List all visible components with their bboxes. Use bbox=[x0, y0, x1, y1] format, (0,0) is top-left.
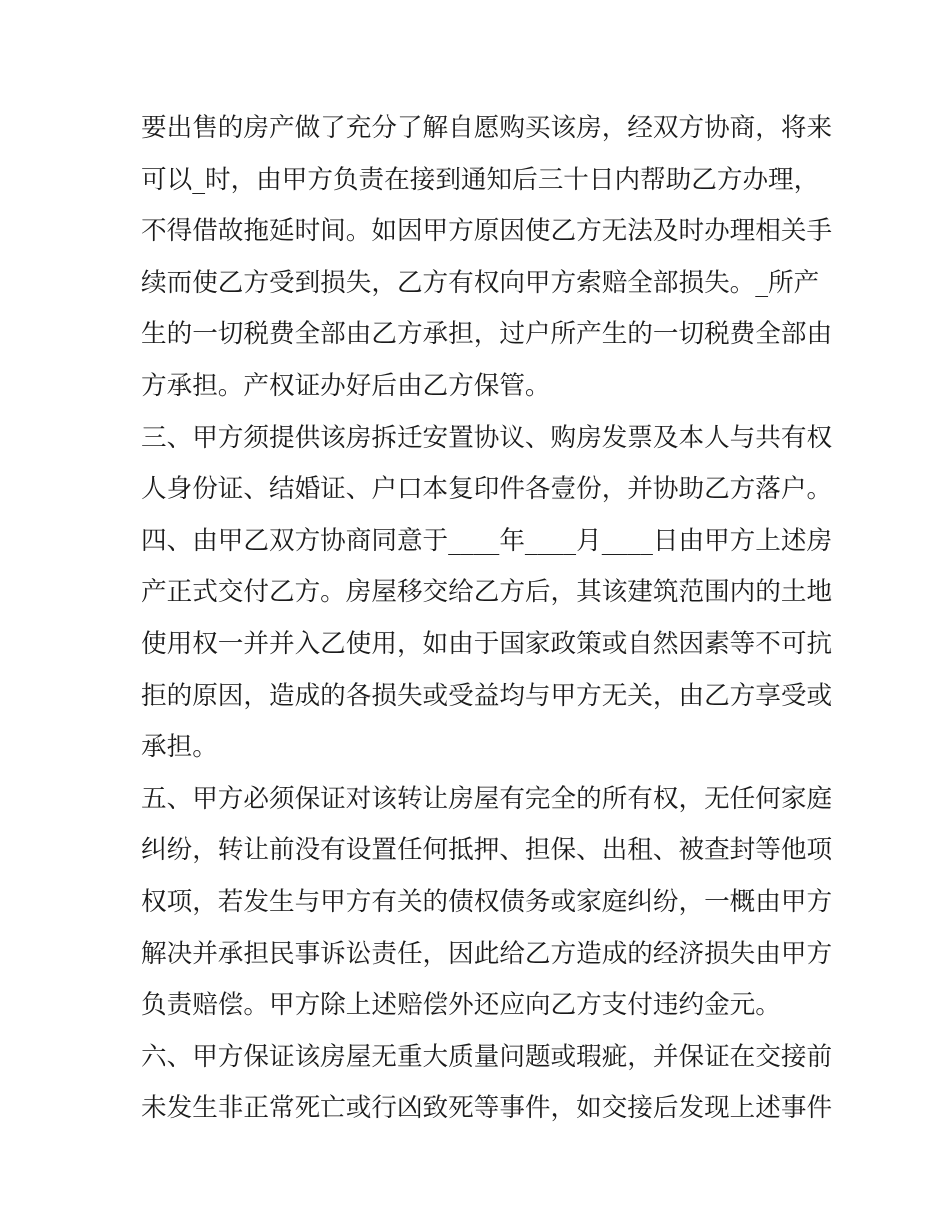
text-line: 生的一切税费全部由乙方承担，过户所产生的一切税费全部由 bbox=[141, 319, 833, 350]
text-line: 产正式交付乙方。房屋移交给乙方后，其该建筑范围内的土地 bbox=[141, 577, 833, 608]
text-line: 可以_时，由甲方负责在接到通知后三十日内帮助乙方办理， bbox=[141, 164, 820, 195]
text-line: 负责赔偿。甲方除上述赔偿外还应向乙方支付违约金元。 bbox=[141, 990, 781, 1021]
text-line: 纠纷，转让前没有设置任何抵押、担保、出租、被查封等他项 bbox=[141, 835, 833, 866]
text-line: 要出售的房产做了充分了解自愿购买该房，经双方协商，将来 bbox=[141, 113, 833, 143]
clause-three-line: 三、甲方须提供该房拆迁安置协议、购房发票及本人与共有权 bbox=[141, 422, 833, 453]
contract-text-body bbox=[141, 103, 833, 1135]
text-line: 方承担。产权证办好后由乙方保管。 bbox=[141, 370, 551, 401]
text-line: 未发生非正常死亡或行凶致死等事件，如交接后发现上述事件 bbox=[141, 1093, 833, 1124]
clause-five-line: 五、甲方必须保证对该转让房屋有完全的所有权，无任何家庭 bbox=[141, 783, 833, 814]
text-line: 解决并承担民事诉讼责任，因此给乙方造成的经济损失由甲方 bbox=[141, 938, 833, 969]
text-line: 承担。 bbox=[141, 732, 218, 763]
text-line: 不得借故拖延时间。如因甲方原因使乙方无法及时办理相关手 bbox=[141, 216, 833, 247]
text-line: 人身份证、结婚证、户口本复印件各壹份，并协助乙方落户。 bbox=[141, 474, 833, 505]
clause-six-line: 六、甲方保证该房屋无重大质量问题或瑕疵，并保证在交接前 bbox=[141, 1041, 833, 1072]
clause-four-line: 四、由甲乙双方协商同意于____年____月____日由甲方上述房 bbox=[141, 525, 833, 556]
text-line: 使用权一并并入乙使用，如由于国家政策或自然因素等不可抗 bbox=[141, 628, 833, 659]
text-line: 拒的原因，造成的各损失或受益均与甲方无关，由乙方享受或 bbox=[141, 680, 833, 711]
text-line: 权项，若发生与甲方有关的债权债务或家庭纠纷，一概由甲方 bbox=[141, 886, 833, 917]
text-line: 续而使乙方受到损失，乙方有权向甲方索赔全部损失。_所产 bbox=[141, 267, 820, 298]
